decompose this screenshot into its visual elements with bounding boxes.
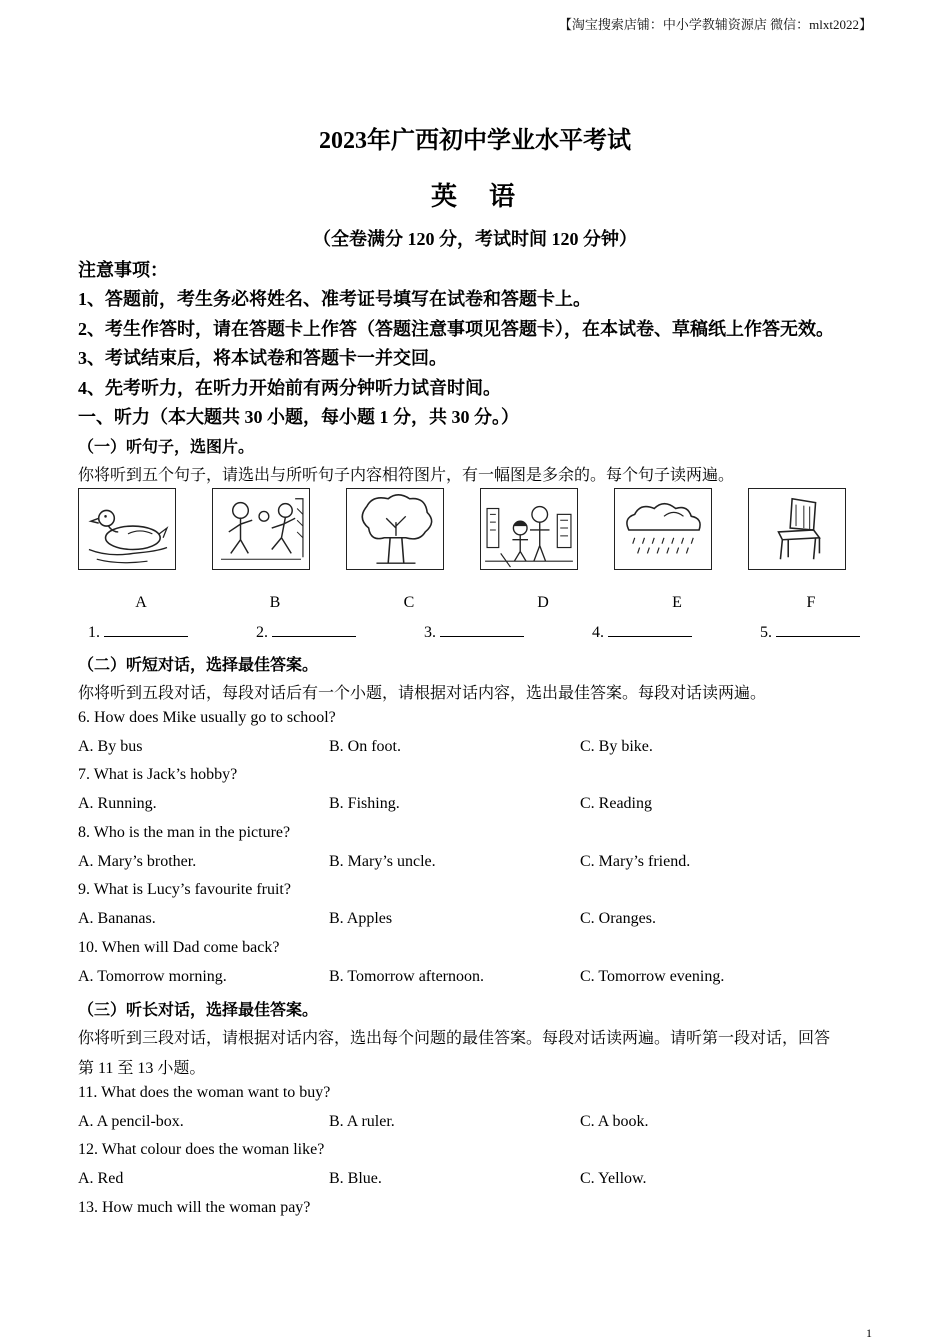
- picture-e: [614, 488, 712, 570]
- section2-heading: （二）听短对话，选择最佳答案。: [78, 657, 319, 674]
- answer-blank[interactable]: 5.: [760, 622, 860, 642]
- duck-icon: [79, 489, 175, 569]
- option-a[interactable]: A. Bananas.: [78, 910, 156, 927]
- section3-instruction: 第 11 至 13 小题。: [78, 1060, 206, 1077]
- option-c[interactable]: C. Mary’s friend.: [580, 853, 691, 870]
- picture-f: [748, 488, 846, 570]
- answer-blank[interactable]: 2.: [256, 622, 356, 642]
- question-text: 6. How does Mike usually go to school?: [78, 709, 336, 726]
- question-text: 9. What is Lucy’s favourite fruit?: [78, 881, 291, 898]
- picture-c: [346, 488, 444, 570]
- section2-instruction: 你将听到五段对话，每段对话后有一个小题，请根据对话内容，选出最佳答案。每段对话读两遍。: [78, 685, 767, 702]
- kids-soccer-icon: [213, 489, 309, 569]
- option-a[interactable]: A. Red: [78, 1170, 124, 1187]
- rain-cloud-icon: [615, 489, 711, 569]
- option-b[interactable]: B. Tomorrow afternoon.: [329, 968, 484, 985]
- option-a[interactable]: A. Tomorrow morning.: [78, 968, 227, 985]
- answer-blank[interactable]: 4.: [592, 622, 692, 642]
- page-number: 1: [866, 1326, 872, 1340]
- notice-item: 4、先考听力，在听力开始前有两分钟听力试音时间。: [78, 378, 501, 398]
- option-a[interactable]: A. By bus: [78, 738, 143, 755]
- exam-title: 2023年广西初中学业水平考试: [319, 128, 631, 154]
- option-c[interactable]: C. By bike.: [580, 738, 653, 755]
- picture-letter: D: [537, 594, 549, 611]
- question-text: 8. Who is the man in the picture?: [78, 824, 291, 841]
- option-c[interactable]: C. Oranges.: [580, 910, 656, 927]
- question-text: 11. What does the woman want to buy?: [78, 1084, 331, 1101]
- tree-icon: [347, 489, 443, 569]
- children-city-icon: [481, 489, 577, 569]
- section3-heading: （三）听长对话，选择最佳答案。: [78, 1002, 319, 1019]
- exam-subject: 英语: [430, 182, 547, 211]
- picture-letter: E: [672, 594, 682, 611]
- answer-blank[interactable]: 1.: [88, 622, 188, 642]
- option-b[interactable]: B. Mary’s uncle.: [329, 853, 436, 870]
- option-c[interactable]: C. A book.: [580, 1113, 649, 1130]
- picture-a: [78, 488, 176, 570]
- header-note: 【淘宝搜索店铺：中小学教辅资源店 微信：mlxt2022】: [558, 17, 872, 32]
- question-text: 13. How much will the woman pay?: [78, 1199, 311, 1216]
- section3-instruction: 你将听到三段对话，请根据对话内容，选出每个问题的最佳答案。每段对话读两遍。请听第一段对话，回答: [78, 1030, 831, 1047]
- notice-item: 1、答题前，考生务必将姓名、准考证号填写在试卷和答题卡上。: [78, 289, 591, 309]
- option-b[interactable]: B. Fishing.: [329, 795, 400, 812]
- option-c[interactable]: C. Yellow.: [580, 1170, 647, 1187]
- question-text: 12. What colour does the woman like?: [78, 1141, 325, 1158]
- option-a[interactable]: A. A pencil-box.: [78, 1113, 184, 1130]
- picture-letter: C: [403, 594, 415, 611]
- section1-instruction: 你将听到五个句子，请选出与所听句子内容相符图片，有一幅图是多余的。每个句子读两遍。: [78, 467, 735, 484]
- option-c[interactable]: C. Tomorrow evening.: [580, 968, 725, 985]
- notice-item: 2、考生作答时，请在答题卡上作答（答题注意事项见答题卡），在本试卷、草稿纸上作答无效。: [78, 319, 834, 339]
- notice-item: 3、考试结束后，将本试卷和答题卡一并交回。: [78, 348, 447, 368]
- chair-icon: [749, 489, 845, 569]
- question-text: 7. What is Jack’s hobby?: [78, 766, 238, 783]
- option-b[interactable]: B. A ruler.: [329, 1113, 395, 1130]
- picture-row: [78, 488, 878, 574]
- answer-blank[interactable]: 3.: [424, 622, 524, 642]
- question-text: 10. When will Dad come back?: [78, 939, 280, 956]
- option-b[interactable]: B. Apples: [329, 910, 393, 927]
- option-c[interactable]: C. Reading: [580, 795, 652, 812]
- option-b[interactable]: B. On foot.: [329, 738, 401, 755]
- option-a[interactable]: A. Running.: [78, 795, 157, 812]
- section1-heading: （一）听句子，选图片。: [78, 439, 255, 456]
- score-info: （全卷满分 120 分，考试时间 120 分钟）: [313, 229, 637, 249]
- picture-letter: F: [806, 594, 816, 611]
- picture-letter: B: [269, 594, 281, 611]
- picture-b: [212, 488, 310, 570]
- picture-letter: A: [135, 594, 147, 611]
- picture-d: [480, 488, 578, 570]
- part1-heading: 一、听力（本大题共 30 小题，每小题 1 分，共 30 分。）: [78, 407, 519, 427]
- option-b[interactable]: B. Blue.: [329, 1170, 382, 1187]
- option-a[interactable]: A. Mary’s brother.: [78, 853, 197, 870]
- notice-heading: 注意事项：: [78, 260, 168, 280]
